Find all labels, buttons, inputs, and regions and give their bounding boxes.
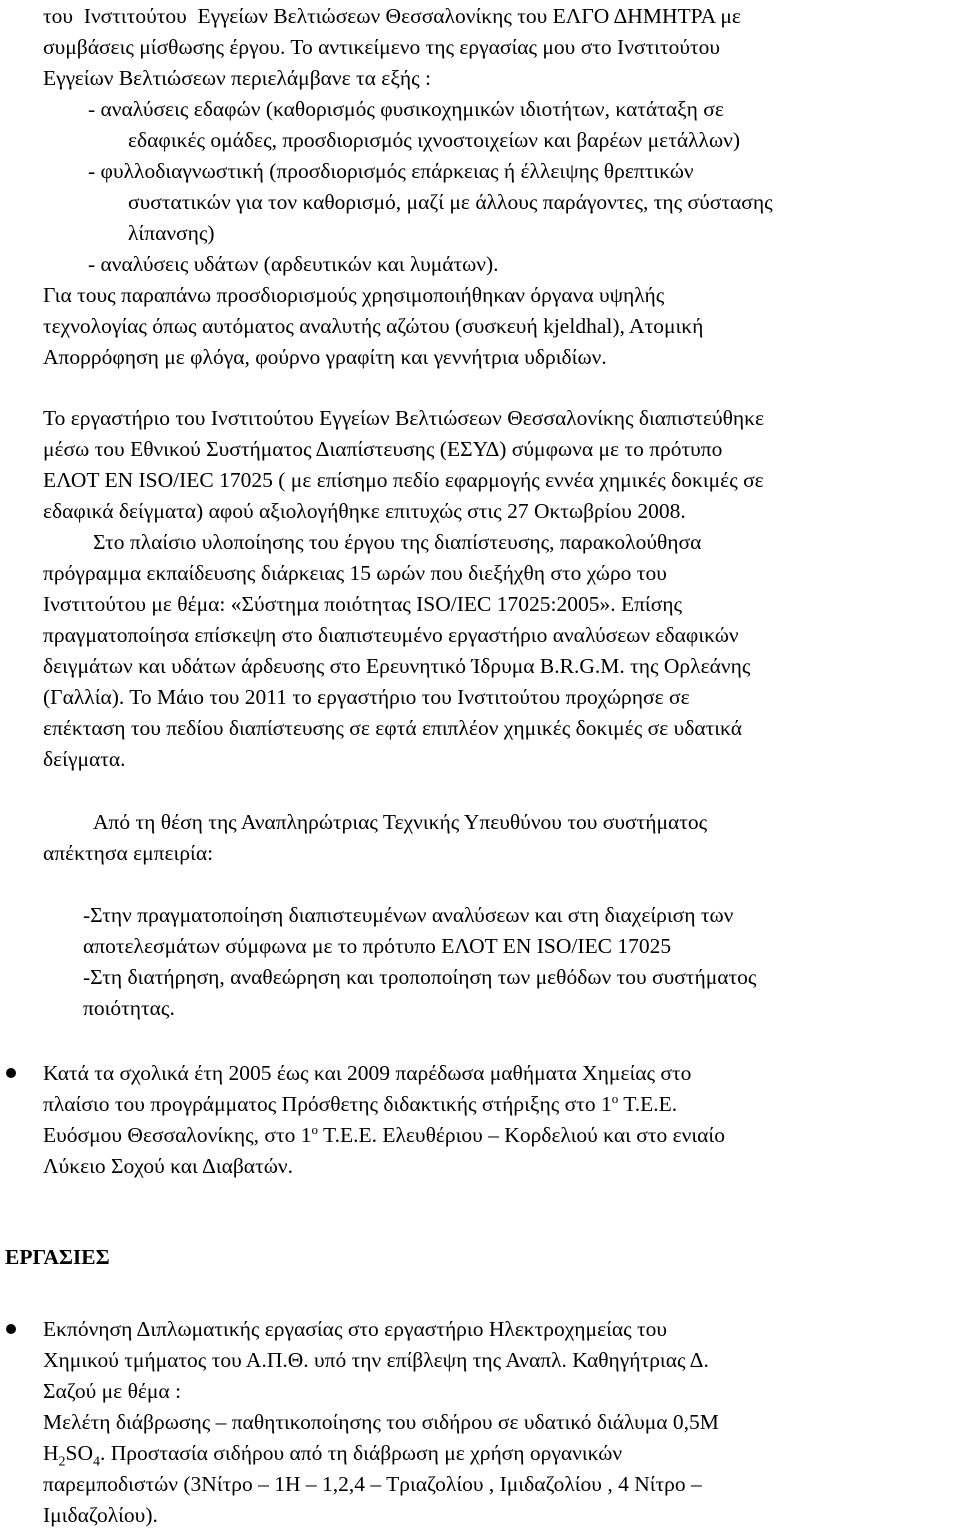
text-line: Από τη θέση της Αναπληρώτριας Τεχνικής Υπευθύνου του συστήματος [93, 810, 708, 834]
text-line: ποιότητας. [83, 996, 175, 1020]
text-line: πραγματοποίησα επίσκεψη στο διαπιστευμένο εργαστήριο αναλύσεων εδαφικών [43, 623, 739, 647]
text-line: (Γαλλία). Το Μάιο του 2011 το εργαστήριο του Ινστιτούτου προχώρησε σε [43, 685, 690, 709]
text-line: εδαφικά δείγματα) αφού αξιολογήθηκε επιτυχώς στις 27 Οκτωβρίου 2008. [43, 499, 686, 523]
text-line: Ινστιτούτου με θέμα: «Σύστημα ποιότητας ISO/IEC 17025:2005». Επίσης [43, 592, 683, 616]
text-line: $H_2SO_4$. Προστασία σιδήρου από τη διάβρωση με χρήση οργανικών [43, 1441, 623, 1470]
list-item: - αναλύσεις υδάτων (αρδευτικών και λυμάτων). [88, 252, 499, 276]
bullet-icon [6, 1324, 16, 1334]
text-line: Στο πλαίσιο υλοποίησης του έργου της διαπίστευσης, παρακολούθησα [93, 530, 702, 554]
text-line: Ιμιδαζολίου). [43, 1503, 158, 1527]
section-heading: ΕΡΓΑΣΙΕΣ [5, 1245, 110, 1269]
text-line: επέκταση του πεδίου διαπίστευσης σε εφτά επιπλέον χημικές δοκιμές σε υδατικά [43, 716, 742, 740]
text-line: -Στην πραγματοποίηση διαπιστευμένων αναλύσεων και στη διαχείριση των [83, 903, 734, 927]
text-line: Λύκειο Σοχού και Διαβατών. [43, 1154, 293, 1178]
text-line: απέκτησα εμπειρία: [43, 841, 214, 865]
list-item: - φυλλοδιαγνωστική (προσδιορισμός επάρκειας ή έλλειψης θρεπτικών [88, 159, 694, 183]
text-line: Για τους παραπάνω προσδιορισμούς χρησιμοποιήθηκαν όργανα υψηλής [43, 283, 665, 307]
text-line: τεχνολογίας όπως αυτόματος αναλυτής αζώτου (συσκευή kjeldhal), Ατομική [43, 314, 704, 338]
text-line: πλαίσιο του προγράμματος Πρόσθετης διδακτικής στήριξης στο $1^o$ Τ.Ε.Ε. [43, 1090, 678, 1116]
text-line: Εγγείων Βελτιώσεων περιελάμβανε τα εξής : [43, 66, 432, 90]
text-line: Ευόσμου Θεσσαλονίκης, στο $1^o$ Τ.Ε.Ε. Ελευθέριου – Κορδελιού και στο ενιαίο [43, 1121, 725, 1147]
text-line: συστατικών για τον καθορισμό, μαζί με άλλους παράγοντες, της σύστασης [128, 190, 773, 214]
text-line: λίπανσης) [128, 221, 215, 245]
text-line: ΕΛΟΤ ΕΝ ISO/IEC 17025 ( με επίσημο πεδίο εφαρμογής εννέα χημικές δοκιμές σε [43, 468, 764, 492]
text-line: πρόγραμμα εκπαίδευσης διάρκειας 15 ωρών που διεξήχθη στο χώρο του [43, 561, 667, 585]
text-line: παρεμποδιστών (3Νίτρο – 1Η – 1,2,4 – Τριαζολίου , Ιμιδαζολίου , 4 Νίτρο – [43, 1472, 702, 1496]
text-line: Σαζού με θέμα : [43, 1379, 182, 1403]
text-line: μέσω του Εθνικού Συστήματος Διαπίστευσης (ΕΣΥΔ) σύμφωνα με το πρότυπο [43, 437, 723, 461]
text-line: Εκπόνηση Διπλωματικής εργασίας στο εργαστήριο Ηλεκτροχημείας του [43, 1317, 668, 1341]
text-line: Το εργαστήριο του Ινστιτούτου Εγγείων Βελτιώσεων Θεσσαλονίκης διαπιστεύθηκε [43, 406, 764, 430]
text-line: εδαφικές ομάδες, προσδιορισμός ιχνοστοιχείων και βαρέων μετάλλων) [128, 128, 740, 152]
text-line: Χημικού τμήματος του Α.Π.Θ. υπό την επίβλεψη της Αναπλ. Καθηγήτριας Δ. [43, 1348, 709, 1372]
text-line: Κατά τα σχολικά έτη 2005 έως και 2009 παρέδωσα μαθήματα Χημείας στο [43, 1061, 692, 1085]
text-line: δειγμάτων και υδάτων άρδευσης στο Ερευνητικό Ίδρυμα B.R.G.M. της Ορλεάνης [43, 654, 751, 678]
text-line: συμβάσεις μίσθωσης έργου. Το αντικείμενο της εργασίας μου στο Ινστιτούτου [43, 35, 721, 59]
text-line: Απορρόφηση με φλόγα, φούρνο γραφίτη και γεννήτρια υδριδίων. [43, 345, 607, 369]
list-item: - αναλύσεις εδαφών (καθορισμός φυσικοχημικών ιδιοτήτων, κατάταξη σε [88, 97, 724, 121]
text-line: δείγματα. [43, 747, 126, 771]
text-line: -Στη διατήρηση, αναθεώρηση και τροποποίηση των μεθόδων του συστήματος [83, 965, 757, 989]
text-line: Μελέτη διάβρωσης – παθητικοποίησης του σιδήρου σε υδατικό διάλυμα 0,5Μ [43, 1410, 719, 1434]
text-line: αποτελεσμάτων σύμφωνα με το πρότυπο ΕΛΟΤ ΕΝ ISO/IEC 17025 [83, 934, 672, 958]
bullet-icon [6, 1068, 16, 1078]
text-line: του Ινστιτούτου Εγγείων Βελτιώσεων Θεσσαλονίκης του ΕΛΓΟ ΔΗΜΗΤΡΑ με [43, 4, 741, 28]
